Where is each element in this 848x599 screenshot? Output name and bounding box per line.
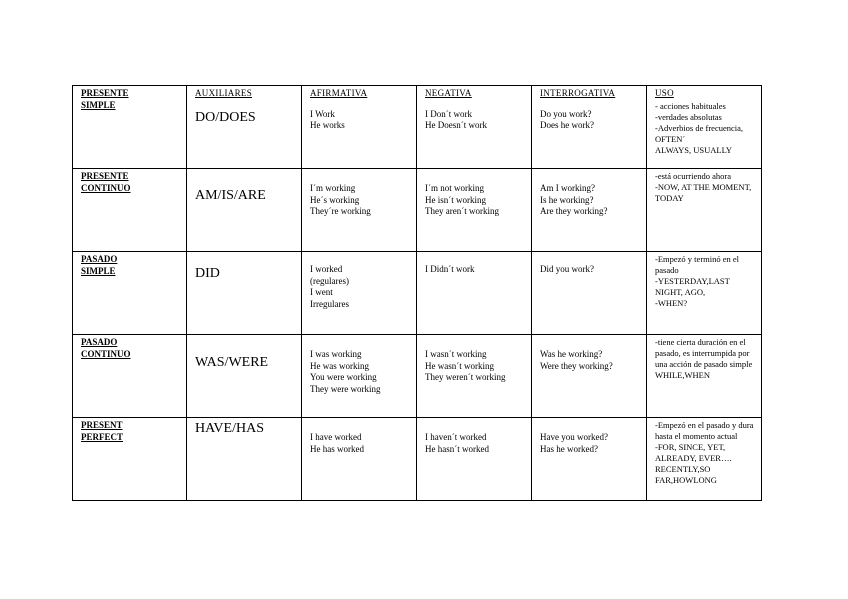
- example-line: Was he working?: [540, 349, 603, 359]
- uso-line: -verdades absolutas: [655, 111, 722, 122]
- example-line: I Don´t work: [425, 108, 472, 119]
- aux-cell: [187, 418, 302, 501]
- example-line: (regulares): [310, 275, 349, 286]
- afirmativa-header: AFIRMATIVA: [310, 88, 368, 98]
- example-line: Are they working?: [540, 206, 608, 216]
- tense-cell: [73, 169, 187, 252]
- aux-cell: [187, 86, 302, 169]
- tense-name: PRESENTE: [81, 171, 129, 181]
- example-line: Do you work?: [540, 108, 592, 119]
- example-line: I have worked: [310, 432, 362, 442]
- negativa-cell: [417, 335, 532, 418]
- uso-line: -Empezó y terminó en el pasado: [655, 254, 740, 275]
- interrogativa-cell: [532, 86, 647, 169]
- uso-line: -FOR, SINCE, YET, ALREADY, EVER…. RECENTLY,SO FAR,HOWLONG: [655, 442, 732, 485]
- example-line: They´re working: [310, 206, 371, 216]
- interrogativa-cell: [532, 418, 647, 501]
- afirmativa-cell: [302, 335, 417, 418]
- table-row: [73, 335, 762, 418]
- example-group: [540, 349, 640, 372]
- aux-cell: [187, 252, 302, 335]
- example-group: [540, 432, 640, 455]
- aux-cell: [187, 335, 302, 418]
- example-group: [425, 183, 525, 218]
- uso-line: -Empezó en el pasado y dura hasta el momento actual: [655, 420, 754, 441]
- example-line: Have you worked?: [540, 432, 608, 442]
- tense-name: PASADO: [81, 254, 118, 264]
- example-group: [540, 264, 640, 276]
- negativa-header: NEGATIVA: [425, 88, 472, 98]
- grammar-table: [72, 85, 762, 501]
- example-line: He isn´t working: [425, 194, 486, 205]
- uso-cell: [647, 86, 762, 169]
- uso-cell: [647, 418, 762, 501]
- interrogativa-cell: [532, 252, 647, 335]
- table-row: [73, 169, 762, 252]
- afirmativa-cell: [302, 169, 417, 252]
- aux-value: AM/IS/ARE: [195, 188, 266, 203]
- afirmativa-cell: [302, 86, 417, 169]
- uso-line: -WHEN?: [655, 298, 688, 308]
- uso-line: -Adverbios de frecuencia, OFTEN´: [655, 122, 744, 144]
- example-line: Is he working?: [540, 194, 594, 205]
- example-line: He was working: [310, 360, 369, 371]
- table-row: [73, 86, 762, 169]
- aux-value: WAS/WERE: [195, 355, 269, 370]
- example-line: Irregulares: [310, 298, 349, 309]
- aux-value: DID: [195, 266, 220, 281]
- example-line: Has he worked?: [540, 443, 598, 454]
- example-line: You were working: [310, 372, 377, 382]
- afirmativa-cell: [302, 252, 417, 335]
- example-line: I Didn´t work: [425, 264, 475, 274]
- tense-cell: [73, 86, 187, 169]
- uso-line: - acciones habituales: [655, 100, 726, 111]
- uso-line: -tiene cierta duración en el pasado, es interrumpida por una acción de pasado simple WHILE,WHEN: [655, 337, 753, 380]
- aux-value: DO/DOES: [195, 109, 256, 125]
- tense-name: SIMPLE: [81, 265, 116, 276]
- example-line: I wasn´t working: [425, 349, 487, 359]
- afirmativa-cell: [302, 418, 417, 501]
- example-group: [540, 183, 640, 218]
- tense-name: PERFECT: [81, 431, 124, 442]
- uso-line: -está ocurriendo ahora: [655, 171, 731, 181]
- table-row: [73, 252, 762, 335]
- example-group: [310, 349, 410, 395]
- tense-name: CONTINUO: [81, 348, 131, 359]
- example-line: He Doesn´t work: [425, 120, 487, 130]
- example-group: [310, 183, 410, 218]
- uso-line: -NOW, AT THE MOMENT, TODAY: [655, 182, 752, 203]
- negativa-cell: [417, 169, 532, 252]
- example-line: They aren´t working: [425, 206, 499, 216]
- interrogativa-cell: [532, 169, 647, 252]
- example-line: I haven´t worked: [425, 432, 487, 442]
- uso-line: -YESTERDAY,LAST NIGHT, AGO,: [655, 276, 730, 297]
- example-line: Did you work?: [540, 264, 594, 274]
- example-group: [425, 264, 525, 276]
- example-line: He wasn´t working: [425, 360, 494, 371]
- negativa-cell: [417, 86, 532, 169]
- auxiliares-header: AUXILIARES: [195, 88, 252, 98]
- example-line: Were they working?: [540, 360, 613, 371]
- aux-value: HAVE/HAS: [195, 421, 264, 436]
- uso-cell: [647, 335, 762, 418]
- example-line: They weren´t working: [425, 372, 506, 382]
- tense-name: PRESENT: [81, 420, 123, 430]
- example-line: I´m working: [310, 183, 356, 193]
- table-row: [73, 418, 762, 501]
- example-line: I went: [310, 287, 333, 297]
- tense-name: SIMPLE: [81, 99, 116, 110]
- tense-cell: [73, 418, 187, 501]
- tense-name: CONTINUO: [81, 182, 131, 193]
- example-group: [425, 432, 525, 455]
- tense-name: PASADO: [81, 337, 118, 347]
- example-line: Does he work?: [540, 120, 594, 130]
- example-group: [425, 349, 525, 384]
- tense-cell: [73, 252, 187, 335]
- example-line: They were working: [310, 383, 381, 394]
- example-line: He works: [310, 120, 345, 130]
- negativa-cell: [417, 252, 532, 335]
- example-line: I´m not working: [425, 183, 484, 193]
- interrogativa-header: INTERROGATIVA: [540, 88, 616, 98]
- example-line: He hasn´t worked: [425, 443, 489, 454]
- example-group: [310, 432, 410, 455]
- negativa-cell: [417, 418, 532, 501]
- uso-header: USO: [655, 88, 674, 98]
- aux-cell: [187, 169, 302, 252]
- tense-cell: [73, 335, 187, 418]
- example-line: I was working: [310, 349, 362, 359]
- tense-name: PRESENTE: [81, 88, 129, 98]
- uso-line: ALWAYS, USUALLY: [655, 144, 733, 155]
- example-line: Am I working?: [540, 183, 595, 193]
- uso-cell: [647, 252, 762, 335]
- example-group: [310, 264, 410, 310]
- example-line: He has worked: [310, 443, 364, 454]
- uso-cell: [647, 169, 762, 252]
- example-line: I worked: [310, 264, 343, 274]
- example-line: He´s working: [310, 194, 360, 205]
- interrogativa-cell: [532, 335, 647, 418]
- example-line: I Work: [310, 108, 335, 119]
